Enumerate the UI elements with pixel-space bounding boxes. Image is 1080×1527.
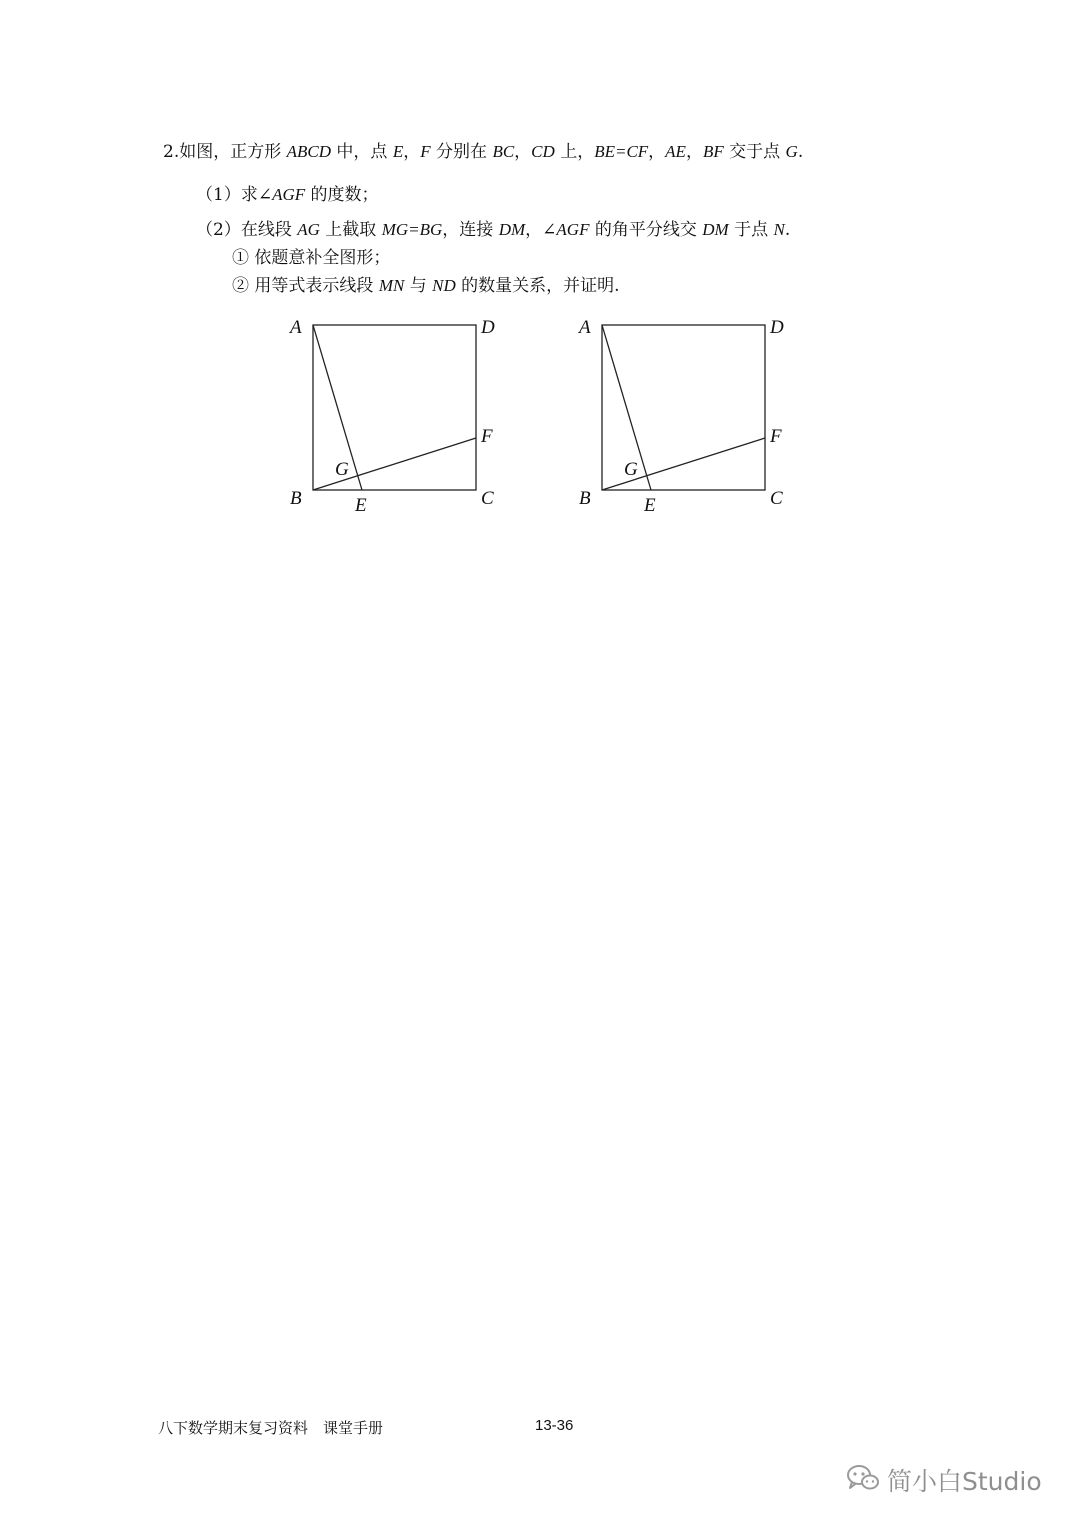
- text-run: ① 依题意补全图形；: [232, 248, 391, 268]
- label-a: A: [579, 317, 591, 338]
- label-f: F: [481, 426, 493, 447]
- text-run: （1）求∠: [196, 185, 273, 205]
- text-run: ，∠: [525, 220, 557, 240]
- footer-title: 八下数学期末复习资料 课堂手册: [158, 1419, 384, 1437]
- text-run: （2）在线段: [196, 220, 298, 240]
- label-d: D: [481, 317, 495, 338]
- math-symbol: DM: [498, 220, 526, 239]
- math-symbol: E: [392, 142, 404, 161]
- math-symbol: G: [785, 142, 798, 161]
- math-symbol: BC: [492, 142, 515, 161]
- label-g: G: [624, 459, 638, 480]
- text-run: 中，点: [331, 142, 393, 162]
- text-run: 上，: [554, 142, 595, 162]
- text-run: 于点: [728, 220, 774, 240]
- question-part-2: [196, 218, 790, 242]
- page-number: 13-36: [535, 1417, 574, 1434]
- question-part-1: [196, 183, 379, 207]
- text-run: ，: [648, 142, 666, 162]
- text-run: ，: [514, 142, 532, 162]
- math-symbol: AGF: [272, 185, 306, 204]
- math-symbol: ND: [432, 276, 456, 295]
- question-subpart-2: [232, 274, 620, 298]
- math-symbol: F: [420, 142, 431, 161]
- label-f: F: [770, 426, 782, 447]
- label-b: B: [290, 488, 302, 509]
- math-symbol: AGF: [556, 220, 590, 239]
- math-symbol: MG=BG: [381, 220, 443, 239]
- label-e: E: [644, 495, 656, 516]
- math-symbol: N: [773, 220, 785, 239]
- label-a: A: [290, 317, 302, 338]
- label-e: E: [355, 495, 367, 516]
- text-run: ② 用等式表示线段: [232, 276, 379, 296]
- math-symbol: BF: [702, 142, 724, 161]
- label-c: C: [770, 488, 783, 509]
- text-run: 如图，正方形: [179, 142, 287, 162]
- question-number: 2.: [163, 142, 180, 162]
- math-symbol: DM: [702, 220, 729, 239]
- text-run: 的角平分线交: [589, 220, 703, 240]
- math-symbol: BE=CF: [594, 142, 649, 161]
- text-run: 的数量关系，并证明.: [455, 276, 620, 296]
- text-run: ，连接: [442, 220, 499, 240]
- label-g: G: [335, 459, 349, 480]
- text-run: 上截取: [319, 220, 382, 240]
- math-symbol: AE: [665, 142, 686, 161]
- label-b: B: [579, 488, 591, 509]
- text-run: 的度数；: [305, 185, 379, 205]
- question-stem: [163, 140, 803, 164]
- geometry-figure-2: [569, 310, 809, 525]
- question-subpart-1: [232, 246, 390, 270]
- math-symbol: MN: [378, 276, 405, 295]
- text-run: ，: [685, 142, 703, 162]
- text-run: .: [784, 220, 791, 240]
- question-stem-text: [179, 142, 803, 162]
- text-run: .: [797, 142, 804, 162]
- watermark: [845, 1462, 1042, 1498]
- math-symbol: CD: [531, 142, 555, 161]
- label-d: D: [770, 317, 784, 338]
- geometry-figure-1: [280, 310, 520, 525]
- text-run: 与: [404, 276, 433, 296]
- watermark-text: 简小白Studio: [887, 1467, 1042, 1496]
- text-run: ，: [403, 142, 421, 162]
- math-symbol: ABCD: [286, 142, 332, 161]
- math-symbol: AG: [297, 220, 320, 239]
- wechat-icon: [845, 1463, 881, 1497]
- label-c: C: [481, 488, 494, 509]
- text-run: 分别在: [430, 142, 493, 162]
- text-run: 交于点: [723, 142, 786, 162]
